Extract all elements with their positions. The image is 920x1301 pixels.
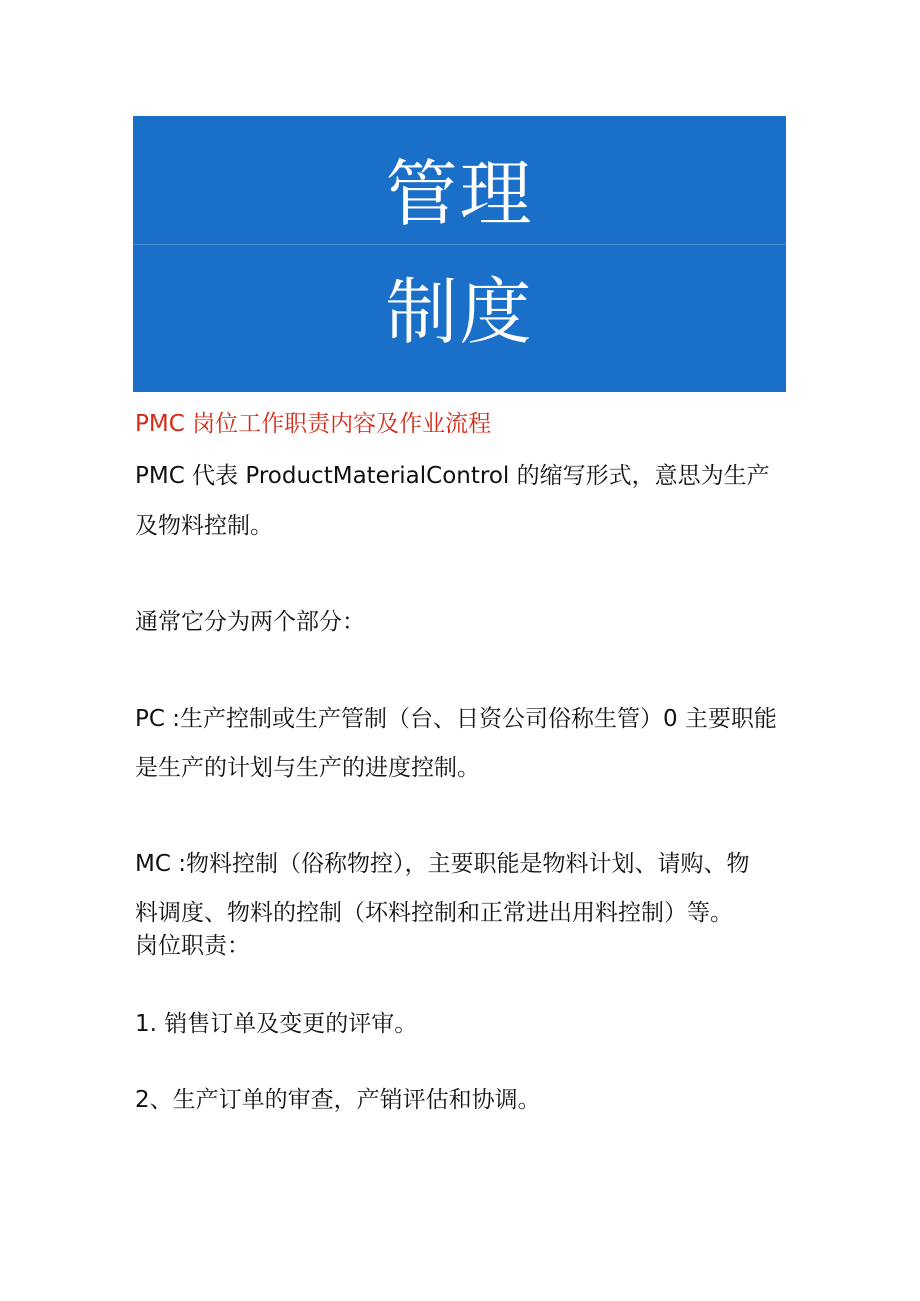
- paragraph-two-parts: 通常它分为两个部分：: [135, 609, 365, 635]
- paragraph-mc-cont: 料调度、物料的控制（坏料控制和正常进出用料控制）等。: [135, 900, 733, 926]
- cover-title-line2: 制度: [385, 270, 534, 354]
- paragraph-pmc-definition: PMC 代表 ProductMaterialControl 的缩写形式，意思为生产: [135, 463, 770, 489]
- cover-banner: [133, 116, 786, 392]
- section-heading-duties: 岗位职责：: [135, 933, 250, 959]
- cover-divider: [133, 244, 786, 245]
- cover-title-line1: 管理: [385, 152, 534, 236]
- list-item-duty-1: 1. 销售订单及变更的评审。: [135, 1011, 418, 1037]
- paragraph-mc: MC :物料控制（俗称物控），主要职能是物料计划、请购、物: [135, 851, 750, 877]
- paragraph-pmc-definition-cont: 及物料控制。: [135, 513, 273, 539]
- list-item-duty-2: 2、生产订单的审查，产销评估和协调。: [135, 1087, 541, 1113]
- paragraph-pc: PC :生产控制或生产管制（台、日资公司俗称生管）0 主要职能: [135, 706, 777, 732]
- document-title: PMC 岗位工作职责内容及作业流程: [135, 411, 492, 437]
- paragraph-pc-cont: 是生产的计划与生产的进度控制。: [135, 755, 480, 781]
